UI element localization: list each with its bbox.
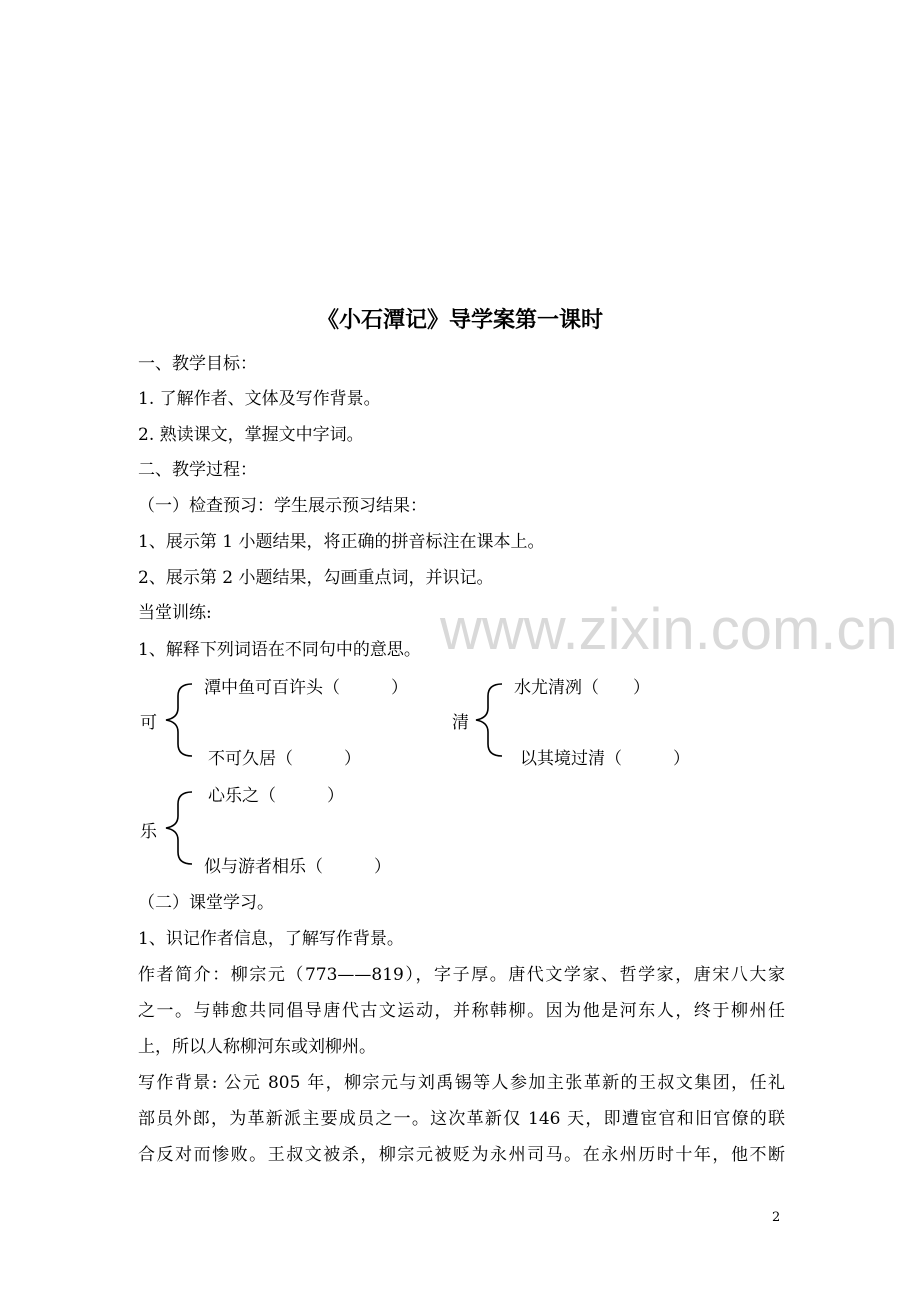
watermark: www.zixin.com.cn [440,597,898,662]
page-number: 2 [772,1210,781,1225]
brace-qing [470,680,510,760]
background-line-3: 合反对而惨败。王叔文被杀，柳宗元被贬为永州司马。在永州历时十年，他不断 [138,1145,785,1165]
step-1: 1、展示第 1 小题结果，将正确的拼音标注在课本上。 [138,532,545,552]
page-title: 《小石潭记》导学案第一课时 [316,307,603,333]
brace-group-ke-char: 可 [140,713,157,733]
le-sentence-2: 似与游者相乐（ ） [204,857,391,877]
practice-heading: 当堂训练: [138,603,212,623]
goal-item-1: 1. 了解作者、文体及写作背景。 [138,389,381,409]
brace-ke [160,680,200,760]
author-line-1: 作者简介：柳宗元（773——819），字子厚。唐代文学家、哲学家，唐宋八大家 [138,965,785,985]
subsection-preview: （一）检查预习：学生展示预习结果： [138,496,427,516]
brace-group-qing-char: 清 [452,713,469,733]
background-line-1: 写作背景: 公元 805 年，柳宗元与刘禹锡等人参加主张革新的王叔文集团，任礼 [138,1073,785,1093]
section-heading-goals: 一、教学目标： [138,354,257,374]
exercise-1: 1、解释下列词语在不同句中的意思。 [138,640,421,660]
goal-item-2: 2. 熟读课文，掌握文中字词。 [138,425,364,445]
background-line-2: 部员外郎，为革新派主要成员之一。这次革新仅 146 天，即遭宦官和旧官僚的联 [138,1109,785,1129]
brace-group-le-char: 乐 [140,822,157,842]
brace-le [160,788,200,868]
step-2: 2、展示第 2 小题结果，勾画重点词，并识记。 [138,568,494,588]
ke-sentence-2: 不可久居（ ） [208,749,361,769]
subsection-class-study: （二）课堂学习。 [138,893,274,913]
le-sentence-1: 心乐之（ ） [208,786,344,806]
section-heading-process: 二、教学过程： [138,460,257,480]
author-line-3: 上，所以人称柳河东或刘柳州。 [138,1037,376,1057]
learn-item-1: 1、识记作者信息，了解写作背景。 [138,929,404,949]
qing-sentence-1: 水尤清冽（ ） [514,678,650,698]
author-line-2: 之一。与韩愈共同倡导唐代古文运动，并称韩柳。因为他是河东人，终于柳州任 [138,1001,785,1021]
qing-sentence-2: 以其境过清（ ） [520,749,690,769]
ke-sentence-1: 潭中鱼可百许头（ ） [204,678,408,698]
